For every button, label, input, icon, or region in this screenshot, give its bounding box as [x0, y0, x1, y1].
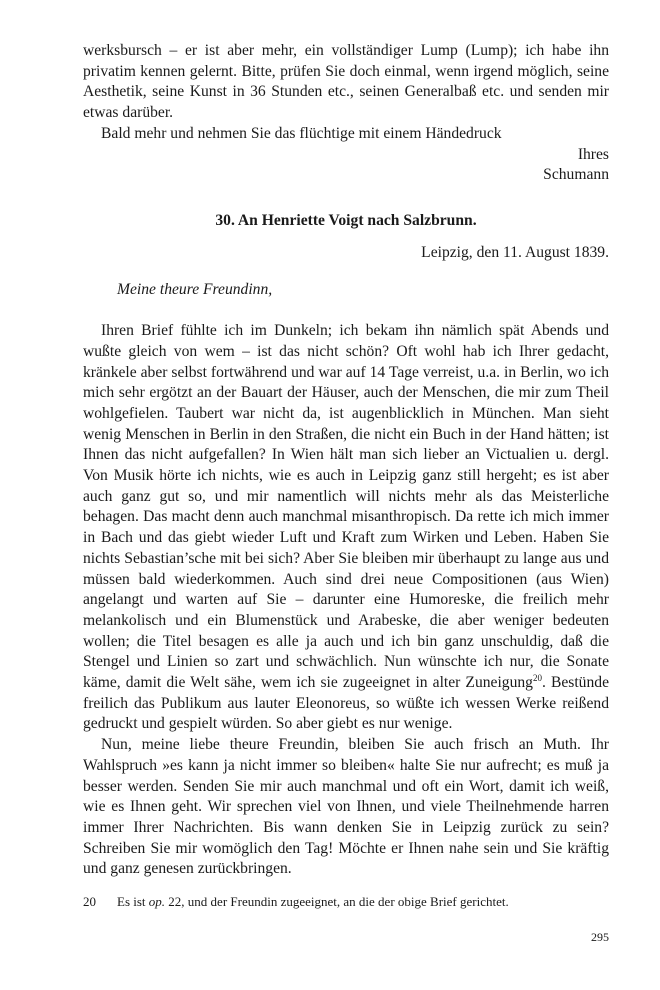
body-text-a: Ihren Brief fühlte ich im Dunkeln; ich bekam ihn nämlich spät Abends und wußte gleich von wem – ist das nicht schön? Oft wohl hab ich Ihrer gedacht, kränkele aber selbst fortwährend und war auf 14 Tage verreist, u.a. in Berlin, wo ich mich sehr ergötzt an der Bauart der Häuser, auch der Menschen, die mir zum Theil wohlgefielen. Taubert war nicht da, ist augenblicklich in München. Man sieht wenig Menschen in Berlin in den Straßen, die nicht ein Buch in der Hand hätten; ist Ihnen das nicht aufgefallen? In Wien hält man sich lieber an Victualien u. dergl. Von Musik hörte ich nichts, wie es auch in Leipzig ganz still hergeht; es ist aber auch ganz gut so, und mir namentlich will nichts mehr als das Meisterliche behagen. Das macht denn auch manchmal misanthropisch. Da rette ich mich immer in Bach und das giebt wieder Luft und Kraft zum Wirken und Leben. Haben Sie nichts Sebastian’sche mit bei sich? Aber Sie bleiben mir überhaupt zu lange aus und müssen bald wiederkommen. Auch sind drei neue Compositionen (aus Wien) angelangt und warten auf Sie – darunter eine Humoreske, die freilich mehr melankolisch und ein Blumenstück und Arabeske, die aber weniger bedeuten wollen; die Titel besagen es alle ja auch und ich bin ganz unschuldig, daß die Stengel und Linien so zart und schwächlich. Nun wünschte ich nur, die Sonate käme, damit die Welt sähe, wem ich sie zugeeignet in alter Zuneigung	[83, 322, 609, 692]
letter-dateline: Leipzig, den 11. August 1839.	[421, 243, 609, 261]
footnote-text-before: Es ist	[117, 894, 149, 909]
letter-30	[83, 211, 609, 880]
closing-ihres: Ihres	[577, 145, 609, 163]
intro-paragraph: werksbursch – er ist aber mehr, ein vollständiger Lump (Lump); ich habe ihn privatim kennen gelernt. Bitte, prüfen Sie doch einmal, wenn irgend möglich, seine Aesthetik, seine Kunst in 36 Stunden etc., seinen Generalbaß etc. und senden mir etwas darüber.	[83, 42, 609, 122]
footnote-text-italic: op.	[148, 894, 166, 909]
footnote	[83, 893, 609, 911]
footnote-text-after: 22, und der Freundin zugeeignet, an die der obige Brief gerichtet.	[165, 894, 509, 909]
letter-body-paragraph-1	[83, 321, 609, 735]
body-text-b: . Bestünde freilich das Publikum aus lauter Eleonoreus, so wüßte ich wessen Werke reißend gedruckt und gespielt würden. So aber giebt es nur wenige.	[83, 674, 609, 733]
letter-salutation: Meine theure Freundinn,	[117, 281, 273, 299]
footnote-number: 20	[83, 894, 96, 909]
page-number: 295	[591, 930, 609, 944]
letter-heading: 30. An Henriette Voigt nach Salzbrunn.	[215, 212, 477, 229]
previous-letter-ending	[83, 41, 609, 186]
letter-body-paragraph-2: Nun, meine liebe theure Freundin, bleiben Sie auch frisch an Muth. Ihr Wahlspruch »es kann ja nicht immer so bleiben« halte Sie nur aufrecht; es muß ja besser werden. Senden Sie mir auch manchmal und oft ein Wort, damit ich weiß, wie es Ihnen geht. Wir sprechen viel von Ihnen, und viele Theilnehmende harren immer Ihrer Nachrichten. Bis wann denken Sie in Leipzig zurück zu sein? Schreiben Sie mir womöglich den Tag! Möchte er Ihnen nahe sein und Sie kräftig und ganz genesen zurückbringen.	[83, 736, 609, 878]
signature-schumann: Schumann	[543, 166, 609, 184]
intro-closing-line: Bald mehr und nehmen Sie das flüchtige mit einem Händedruck	[101, 124, 502, 142]
footnote-reference: 20	[532, 673, 542, 684]
